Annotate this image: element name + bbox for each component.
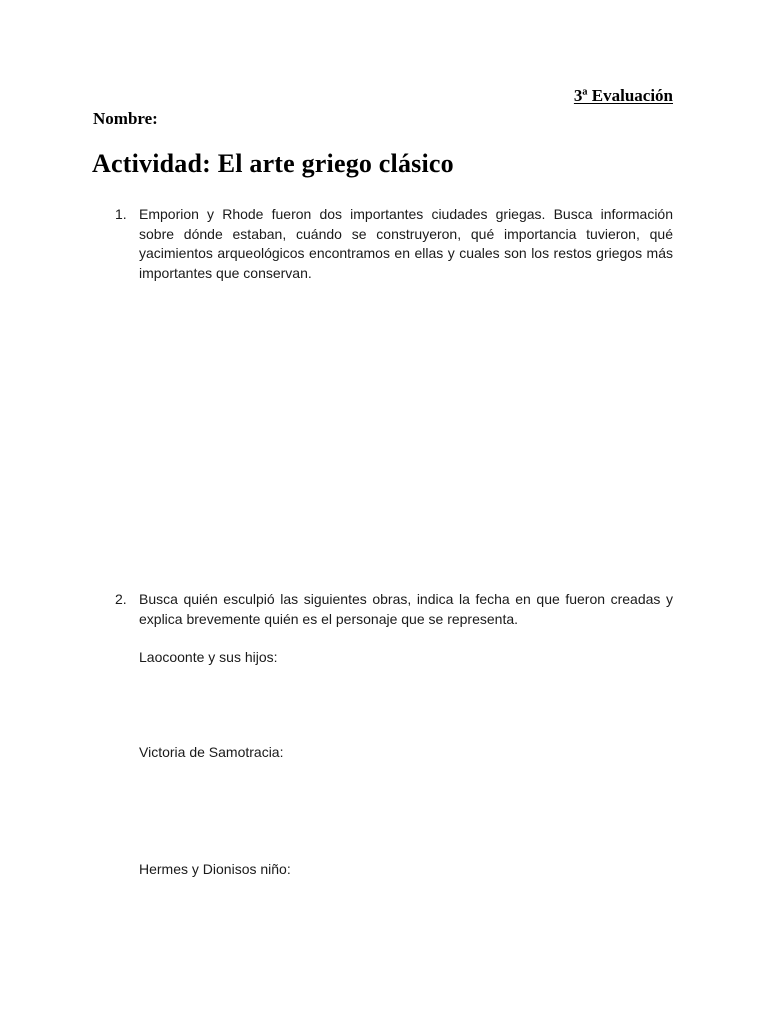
question-1 [115,205,673,283]
question-number: 2. [115,591,127,607]
question-number: 1. [115,206,127,222]
artwork-item-hermes: Hermes y Dionisos niño: [139,861,291,877]
evaluation-label: 3ª Evaluación [573,86,673,105]
question-text: Busca quién esculpió las siguientes obras, indica la fecha en que fueron creadas y explica brevemente quién es el personaje que se representa. [139,591,673,627]
name-label: Nombre: [93,109,158,128]
artwork-item-laocoonte: Laocoonte y sus hijos: [139,649,278,665]
question-2 [115,590,673,629]
question-text: Emporion y Rhode fueron dos importantes ciudades griegas. Busca información sobre dónde estaban, cuándo se construyeron, qué importancia tuvieron, qué yacimientos arqueológicos encontramos en ellas y cuales son los restos griegos más importantes que conservan. [139,206,673,281]
page-title: Actividad: El arte griego clásico [92,149,454,178]
artwork-item-victoria: Victoria de Samotracia: [139,744,284,760]
